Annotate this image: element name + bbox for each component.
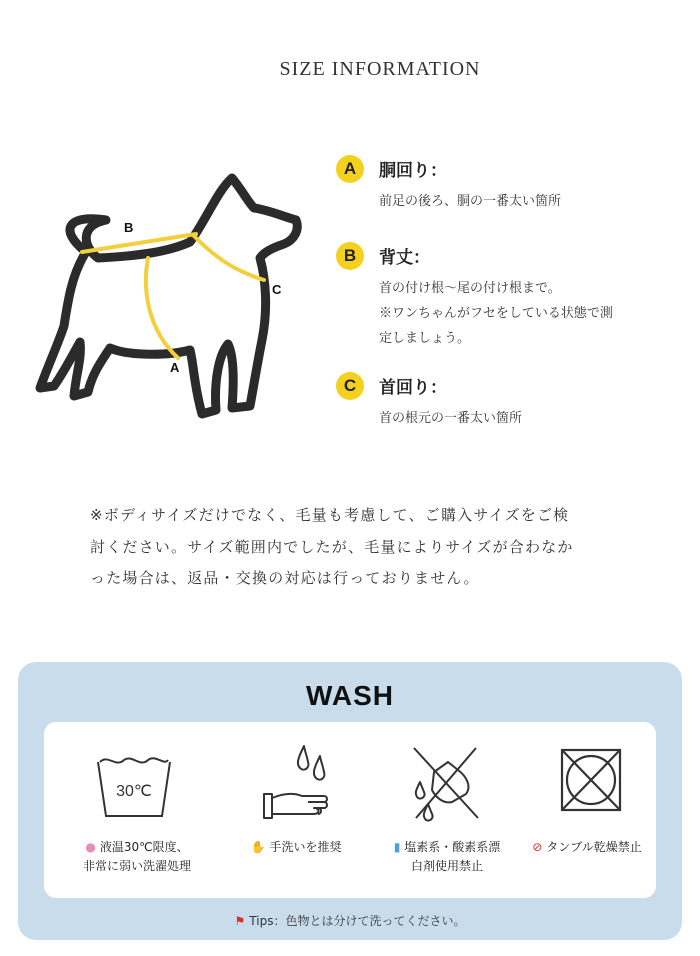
care-label-temperature xyxy=(72,838,202,876)
measure-line-c xyxy=(194,236,264,280)
spec-line: 定しましょう。 xyxy=(379,331,471,346)
wash-title: WASH xyxy=(306,680,394,711)
care-text: 白剤使用禁止 xyxy=(410,859,483,873)
care-label-no-bleach xyxy=(382,838,512,876)
care-text: 手洗いを推奨 xyxy=(269,840,342,854)
spec-description xyxy=(379,189,659,214)
spec-line: 首の付け根〜尾の付け根まで。 xyxy=(379,281,561,296)
prohibited-icon: ⊘ xyxy=(532,840,543,854)
wash-temp-text: 30℃ xyxy=(116,783,152,800)
tips-text: Tips：色物とは分けて洗ってください。 xyxy=(249,914,466,928)
care-text: 非常に弱い洗濯処理 xyxy=(82,859,191,873)
size-note xyxy=(90,500,630,595)
no-bleach-icon xyxy=(406,742,486,832)
dog-measurement-diagram xyxy=(18,160,318,430)
care-instructions xyxy=(44,722,656,898)
care-text: 塩素系・酸素系漂 xyxy=(404,840,501,854)
measure-label-b: B xyxy=(124,220,134,235)
spec-line: 前足の後ろ、胴の一番太い箇所 xyxy=(379,194,562,209)
hand-icon: ✋ xyxy=(250,840,266,854)
wash-panel xyxy=(18,662,682,940)
spec-title: 首回り： xyxy=(379,378,447,398)
care-text: 液温30℃限度、 xyxy=(99,840,189,854)
wash-tub-30-icon xyxy=(94,742,174,832)
note-line: ※ボディサイズだけでなく、毛量も考慮して、ご購入サイズをご検 xyxy=(90,506,570,524)
page-title: SIZE INFORMATION xyxy=(279,58,481,80)
care-text: タンブル乾燥禁止 xyxy=(546,840,642,854)
spec-line: ※ワンちゃんがフセをしている状態で測 xyxy=(379,306,613,321)
care-label-hand-wash xyxy=(236,838,356,857)
measure-label-a: A xyxy=(170,360,180,375)
care-label-no-tumble xyxy=(518,838,656,857)
note-line: った場合は、返品・交換の対応は行っておりません。 xyxy=(90,569,480,587)
wash-tips xyxy=(18,912,682,929)
dog-outline xyxy=(40,178,297,414)
badge-a: A xyxy=(336,155,364,183)
note-line: 討ください。サイズ範囲内でしたが、毛量によりサイズが合わなか xyxy=(90,537,574,556)
no-tumble-dry-icon xyxy=(552,742,632,832)
spec-title: 胴回り： xyxy=(379,161,447,181)
badge-b: B xyxy=(336,242,364,270)
measure-line-a xyxy=(146,258,178,358)
badge-c: C xyxy=(336,372,364,400)
pin-icon: ⚑ xyxy=(234,914,246,928)
spec-line: 首の根元の一番太い箇所 xyxy=(379,411,523,426)
bottle-icon: ▮ xyxy=(393,840,401,854)
soap-icon: ● xyxy=(85,840,96,854)
measure-label-c: C xyxy=(272,282,282,297)
spec-title: 背丈： xyxy=(379,248,430,268)
hand-wash-icon xyxy=(258,742,338,832)
spec-description xyxy=(379,276,659,351)
spec-description xyxy=(379,406,659,431)
